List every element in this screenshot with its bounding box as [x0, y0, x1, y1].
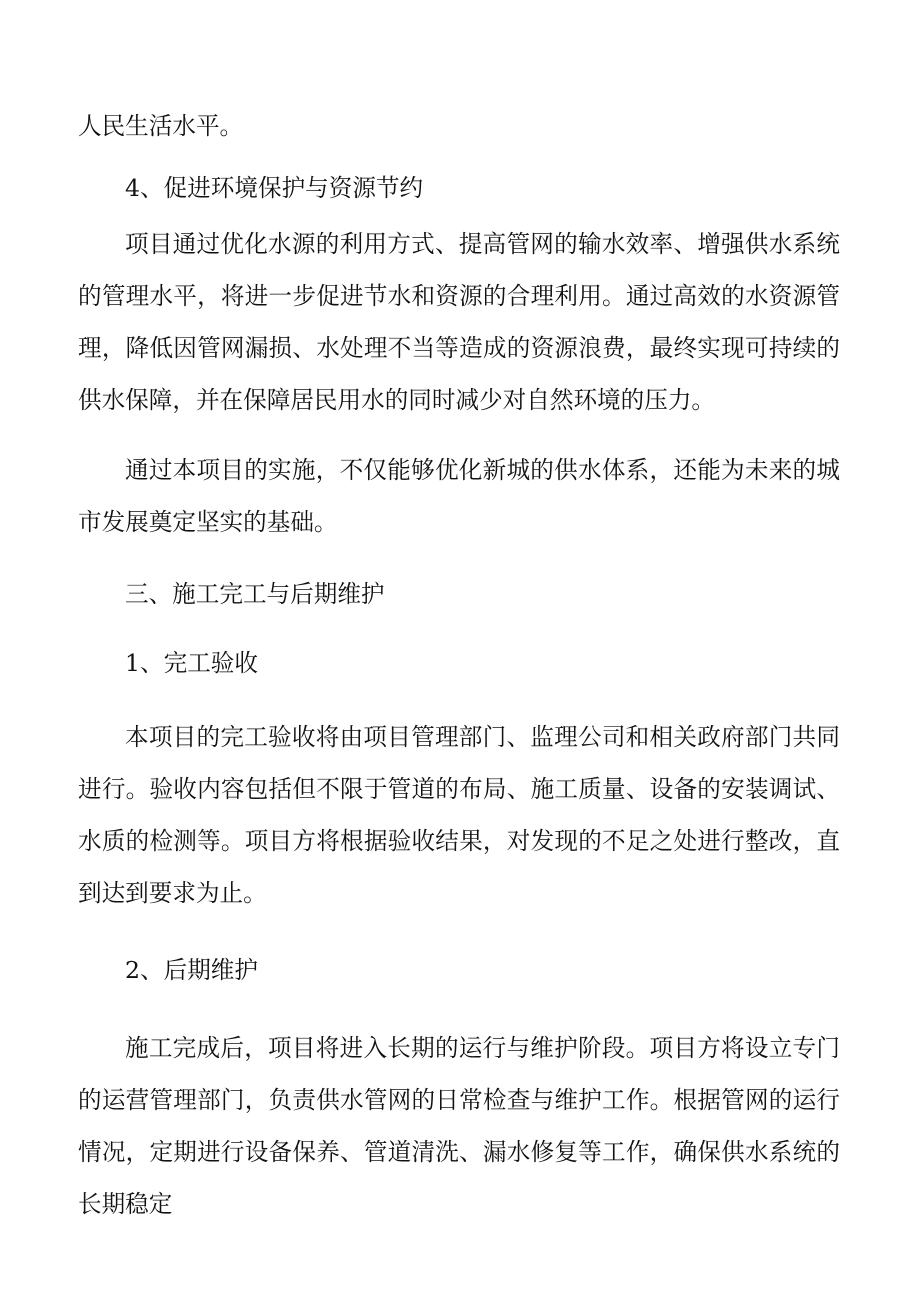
paragraph-environment-protection: 项目通过优化水源的利用方式、提高管网的输水效率、增强供水系统的管理水平，将进一步促进节水和资源的合理利用。通过高效的水资源管理，降低因管网漏损、水处理不当等造成的资源浪费，最终实现可持续的供水保障，并在保障居民用水的同时减少对自然环境的压力。 — [78, 230, 840, 414]
paragraph-later-maintenance: 施工完成后，项目将进入长期的运行与维护阶段。项目方将设立专门的运营管理部门，负责供水管网的日常检查与维护工作。根据管网的运行情况，定期进行设备保养、管道清洗、漏水修复等工作，确保供水系统的长期稳定 — [78, 1034, 840, 1218]
paragraph-project-summary: 通过本项目的实施，不仅能够优化新城的供水体系，还能为未来的城市发展奠定坚实的基础。 — [78, 456, 840, 536]
heading-later-maintenance: 2、后期维护 — [125, 956, 258, 984]
section-heading-construction-maintenance: 三、施工完工与后期维护 — [125, 580, 385, 608]
heading-environment-protection: 4、促进环境保护与资源节约 — [125, 174, 424, 202]
paragraph-completion-acceptance: 本项目的完工验收将由项目管理部门、监理公司和相关政府部门共同进行。验收内容包括但不限于管道的布局、施工质量、设备的安装调试、水质的检测等。项目方将根据验收结果，对发现的不足之处进行整改，直到达到要求为止。 — [78, 723, 840, 907]
heading-completion-acceptance: 1、完工验收 — [125, 649, 258, 677]
paragraph-continuation: 人民生活水平。 — [78, 112, 244, 140]
